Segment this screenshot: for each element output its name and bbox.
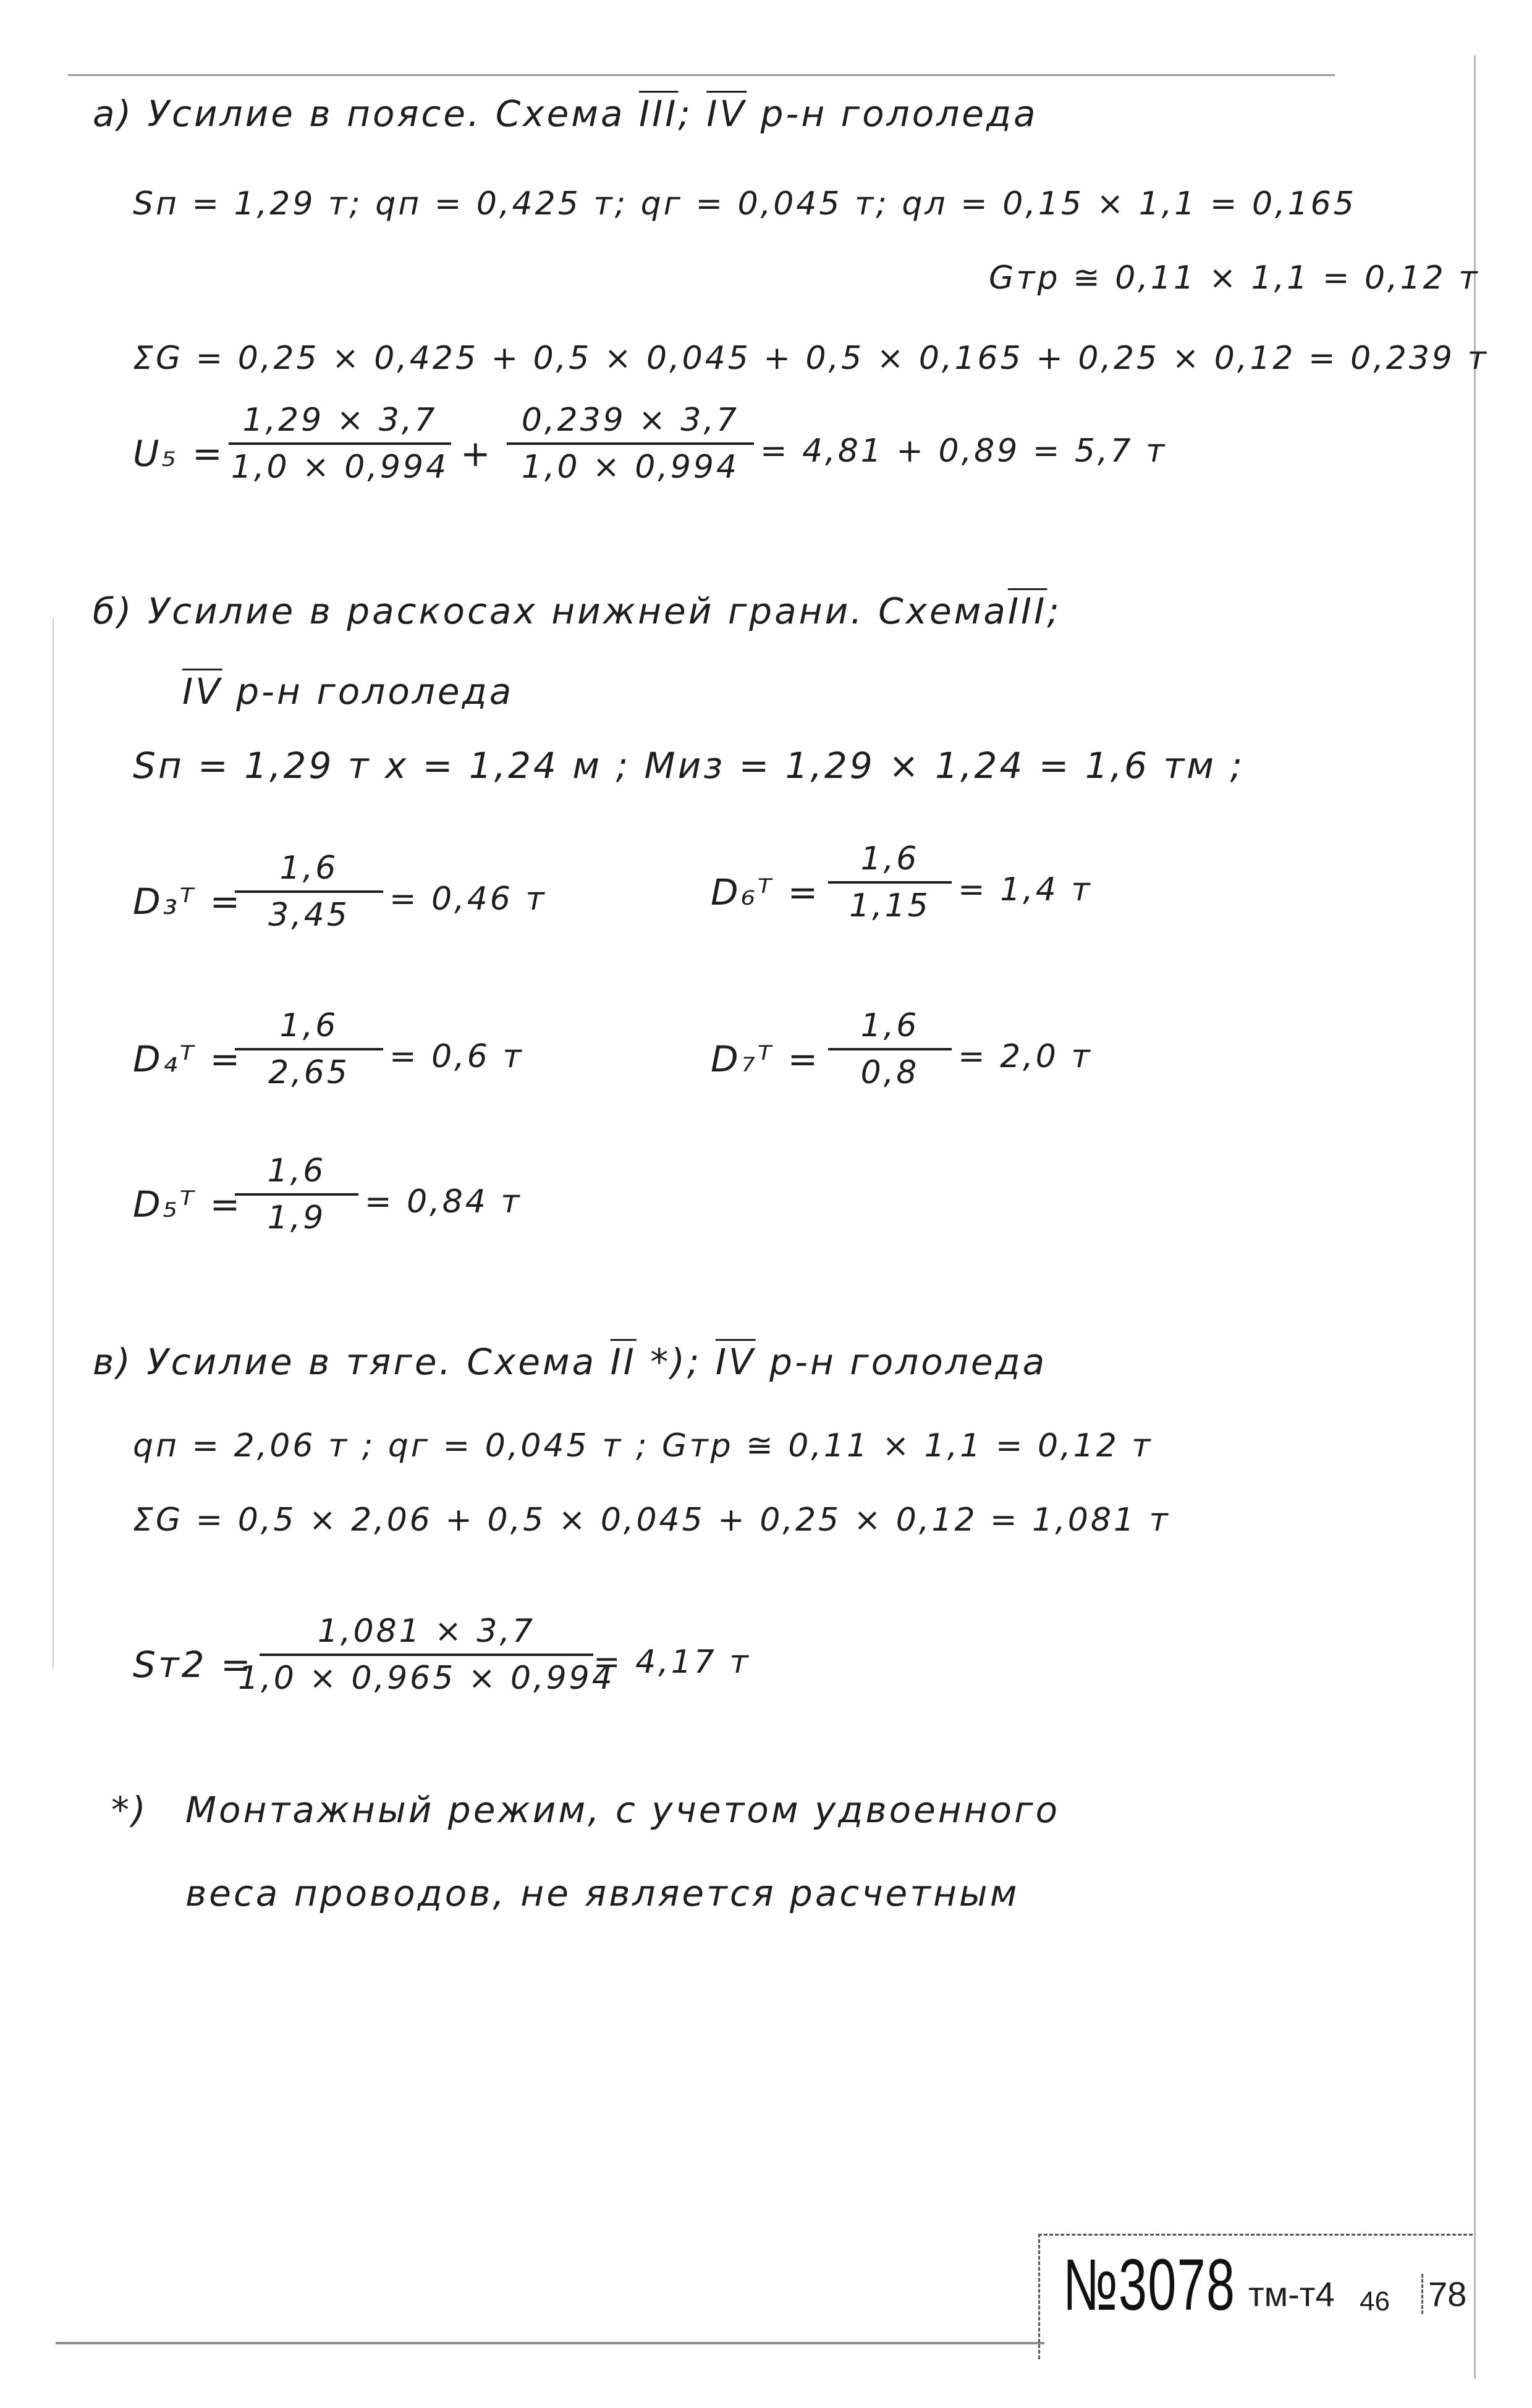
section-v-line2: ΣG = 0,5 × 2,06 + 0,5 × 0,045 + 0,25 × 0,12 = 1,081 т xyxy=(133,1502,1170,1539)
footnote-line1: Монтажный режим, с учетом удвоенного xyxy=(185,1789,1060,1831)
d4-num: 1,6 xyxy=(279,1007,339,1044)
d7-label: D₇ᵀ = xyxy=(711,1038,821,1080)
archive-stamp-number: №3078 xyxy=(1063,2244,1236,2326)
d6-fraction xyxy=(828,840,952,924)
u5-fraction-1-den: 1,0 × 0,994 xyxy=(231,449,449,486)
u5-fraction-2 xyxy=(507,402,754,486)
section-a-line3: ΣG = 0,25 × 0,425 + 0,5 × 0,045 + 0,5 × 0,165 + 0,25 × 0,12 = 0,239 т xyxy=(133,340,1489,377)
section-b-sep: ; xyxy=(1047,590,1062,632)
d7-fraction xyxy=(828,1007,952,1091)
d5-num: 1,6 xyxy=(267,1152,326,1189)
section-b-region-tail: р-н гололеда xyxy=(236,670,514,712)
d4-fraction xyxy=(235,1007,383,1091)
u5-fraction-2-num: 0,239 × 3,7 xyxy=(521,402,740,439)
archive-stamp-total: 78 xyxy=(1421,2274,1466,2314)
u5-result: = 4,81 + 0,89 = 5,7 т xyxy=(760,433,1167,470)
d6-bar xyxy=(828,881,952,884)
u5-fraction-2-den: 1,0 × 0,994 xyxy=(521,449,740,486)
d6-label: D₆ᵀ = xyxy=(711,871,821,913)
section-b-heading-text: б) Усилие в раскосах нижней грани. Схема xyxy=(93,590,1008,632)
section-a-region: $\overline{IV}$ xyxy=(706,93,747,135)
d6-den: 1,15 xyxy=(849,887,931,924)
d6-num: 1,6 xyxy=(860,840,920,877)
archive-stamp-sheet: 46 xyxy=(1360,2286,1390,2317)
u5-plus: + xyxy=(460,433,493,475)
d4-den: 2,65 xyxy=(268,1054,350,1091)
footnote-marker: *) xyxy=(111,1789,148,1831)
section-b-line1: Sп = 1,29 т x = 1,24 м ; Mиз = 1,29 × 1,24 = 1,6 тм ; xyxy=(133,745,1245,787)
section-b-heading xyxy=(93,590,1062,632)
section-v-heading-text: в) Усилие в тяге. Схема xyxy=(93,1341,597,1383)
section-a-heading-text: а) Усилие в поясе. Схема xyxy=(93,93,625,135)
st2-result: = 4,17 т xyxy=(593,1644,751,1681)
d5-bar xyxy=(235,1193,358,1196)
d4-result: = 0,6 т xyxy=(389,1038,524,1075)
d3-num: 1,6 xyxy=(279,850,339,887)
d5-fraction xyxy=(235,1152,358,1236)
d3-result: = 0,46 т xyxy=(389,881,547,918)
st2-bar xyxy=(260,1654,593,1656)
footnote-line2: веса проводов, не является расчетным xyxy=(185,1872,1020,1914)
d4-label: D₄ᵀ = xyxy=(133,1038,243,1080)
d6-result: = 1,4 т xyxy=(958,871,1093,908)
bottom-edge-line xyxy=(56,2342,1044,2344)
d7-den: 0,8 xyxy=(860,1054,920,1091)
d3-label: D₃ᵀ = xyxy=(133,881,243,923)
section-a-line1: Sп = 1,29 т; qп = 0,425 т; qг = 0,045 т; qл = 0,15 × 1,1 = 0,165 xyxy=(133,185,1356,222)
st2-label: Sт2 = xyxy=(133,1644,253,1686)
section-v-line1: qп = 2,06 т ; qг = 0,045 т ; Gтр ≅ 0,11 × 1,1 = 0,12 т xyxy=(133,1427,1153,1464)
d3-bar xyxy=(235,890,383,893)
section-a-line2: Gтр ≅ 0,11 × 1,1 = 0,12 т xyxy=(989,260,1480,297)
section-v-region-tail: р-н гололеда xyxy=(769,1341,1047,1383)
section-b-region: $\overline{IV}$ xyxy=(182,670,222,712)
d5-den: 1,9 xyxy=(267,1199,326,1236)
d7-num: 1,6 xyxy=(860,1007,920,1044)
section-b-scheme: $\overline{III}$ xyxy=(1007,590,1047,632)
d3-den: 3,45 xyxy=(268,897,350,934)
u5-fraction-1-num: 1,29 × 3,7 xyxy=(242,402,438,439)
archive-stamp-code: тм-т4 xyxy=(1248,2275,1335,2313)
u5-label: U₅ = xyxy=(133,433,225,475)
st2-den: 1,0 × 0,965 × 0,994 xyxy=(238,1660,615,1697)
section-v-heading xyxy=(93,1341,1047,1383)
section-b-region-line xyxy=(182,670,514,712)
u5-fraction-1 xyxy=(229,402,451,486)
section-a-heading xyxy=(93,93,1038,135)
d4-bar xyxy=(235,1048,383,1050)
section-a-scheme: $\overline{III}$ xyxy=(639,93,679,135)
d7-result: = 2,0 т xyxy=(958,1038,1093,1075)
section-v-scheme: $\overline{II}$ xyxy=(610,1341,637,1383)
d7-bar xyxy=(828,1048,952,1050)
section-a-sep: ; xyxy=(678,93,693,135)
u5-fraction-1-bar xyxy=(229,442,451,445)
section-a-region-tail: р-н гололеда xyxy=(760,93,1038,135)
d3-fraction xyxy=(235,850,383,934)
st2-fraction xyxy=(238,1613,615,1697)
d5-label: D₅ᵀ = xyxy=(133,1183,243,1225)
section-v-scheme-note: *); xyxy=(650,1341,702,1383)
left-edge-line xyxy=(53,618,54,1668)
st2-num: 1,081 × 3,7 xyxy=(317,1613,536,1650)
d5-result: = 0,84 т xyxy=(365,1183,522,1220)
u5-fraction-2-bar xyxy=(507,442,754,445)
section-v-region: $\overline{IV}$ xyxy=(715,1341,756,1383)
top-edge-line xyxy=(68,74,1335,76)
right-edge-line xyxy=(1474,56,1476,2379)
